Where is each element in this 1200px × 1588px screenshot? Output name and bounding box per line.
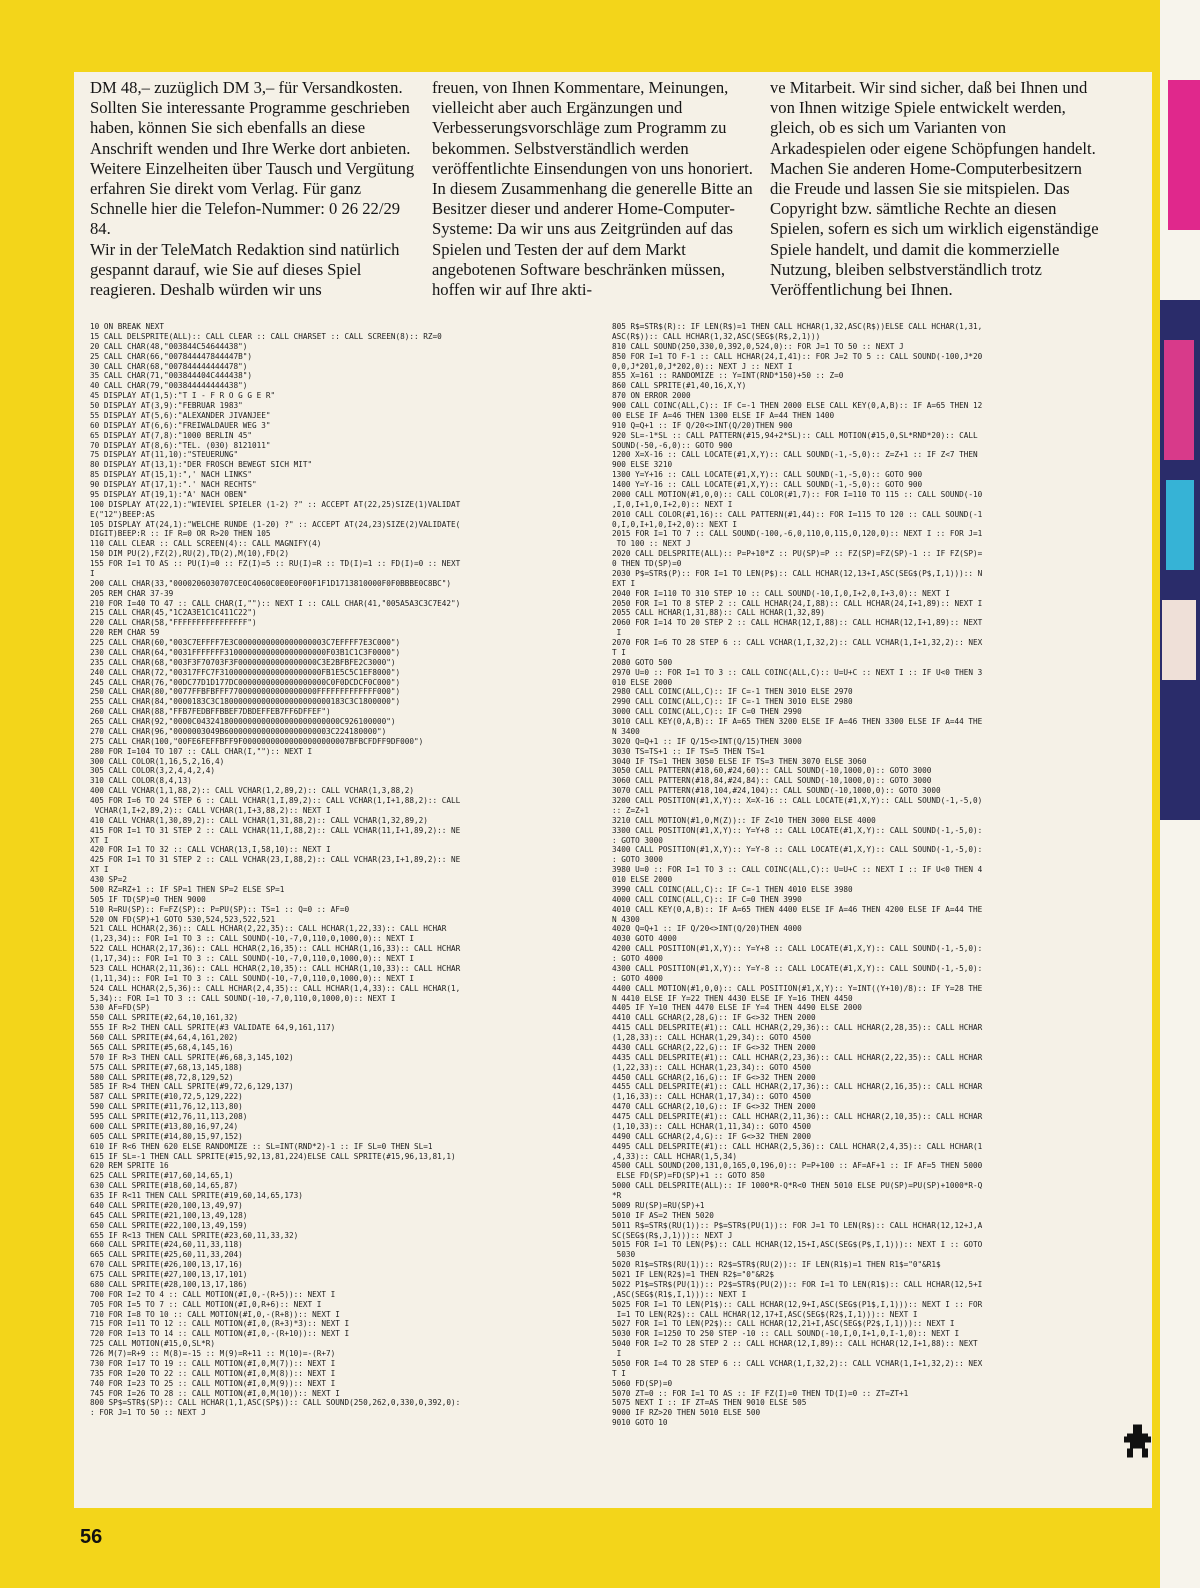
listing-column-left: 10 ON BREAK NEXT 15 CALL DELSPRITE(ALL):: CALL CLEAR :: CALL CHARSET :: CALL SCREEN(8):: RZ=0 20 CALL CHAR(48,"003844C54644438") 25 CALL CHAR(66,"007844447844447B") 30 CALL CHAR(68,"007844444444478") 35 CALL CHAR(71,"003844404C444438") 40 CALL CHAR(79,"003844444444438") 45 DISPLAY AT(1,5):"T I - F R O G G E R" 50 DISPLAY AT(3,9):"FEBRUAR 1983" 55 DISPLAY AT(5,6):"ALEXANDER JIVANJEE" 60 DISPLAY AT(6,6):"FREIWALDAUER WEG 3" 65 DISPLAY AT(7,8):"1000 BERLIN 45" 70 DISPLAY AT(8,6):"TEL. (030) 8121011" 75 DISPLAY AT(11,10):"STEUERUNG" 80 DISPLAY AT(13,1):"DER FROSCH BEWEGT SICH MIT" 85 DISPLAY AT(15,1):",' NACH LINKS" 90 DISPLAY AT(17,1):".' NACH RECHTS" 95 DISPLAY AT(19,1):"A' NACH OBEN" 100 DISPLAY AT(22,1):"WIEVIEL SPIELER (1-2) ?" :: ACCEPT AT(22,25)SIZE(1)VALIDAT E("12")BEEP:AS 105 DISPLAY AT(24,1):"WELCHE RUNDE (1-20) ?" :: ACCEPT AT(24,23)SIZE(2)VALIDATE( DIGIT)BEEP:R :: IF R=0 OR R>20 THEN 105 110 CALL CLEAR :: CALL SCREEN(4):: CALL MAGNIFY(4) 150 DIM PU(2),FZ(2),RU(2),TD(2),M(10),FD(2) 155 FOR I=1 TO AS :: PU(I)=0 :: FZ(I)=5 :: RU(I)=R :: TD(I)=1 :: FD(I)=0 :: NEXT I 200 CALL CHAR(33,"0000206030707CE0C4060C0E0E0F00F1F1D1713810000F0F0BBBE0C8BC") 205 REM CHAR 37-39 210 FOR I=40 TO 47 :: CALL CHAR(I,""):: NEXT I :: CALL CHAR(41,"005A5A3C3C7E42") 215 CALL CHAR(45,"1C2A3E1C1C411C22") 220 CALL CHAR(58,"FFFFFFFFFFFFFFFF") 220 REM CHAR 59 225 CALL CHAR(60,"003C7EFFFF7E3C0000000000000000003C7EFFFF7E3C000") 230 CALL CHAR(64,"0031FFFFFFF3100000000000000000000F03B1C1C3F0000") 235 CALL CHAR(68,"003F3F70703F3F00000000000000000C3E2BFBFE2C3000") 240 CALL CHAR(72,"00317FFC7F3100000000000000000000FB1E5C5C1EF8000") 245 CALL CHAR(76,"00DC77D1D177DC0000000000000000000C0F0DCDCF0C000") 250 CALL CHAR(80,"0077FFBFBFFF7700000000000000000FFFFFFFFFFFFF000") 255 CALL CHAR(84,"0000183C3C180000000000000000000000183C3C1800000") 260 CALL CHAR(88,"FFB7FEDBFFBBEF7DBDEFFEB7FF6DFFEF") 265 CALL CHAR(92,"0000C0432418000000000000000000000000C926100000") 270 CALL CHAR(96,"0000003049B60000000000000000000003C224180000") 275 CALL CHAR(100,"00FE6FEFFBFF9F00000000000000000000007BFBCFDFF9DF000") 280 FOR I=104 TO 107 :: CALL CHAR(I,""):: NEXT I 300 CALL COLOR(1,16,5,2,16,4) 305 CALL COLOR(3,2,4,4,2,4) 310 CALL COLOR(8,4,13) 400 CALL VCHAR(1,1,88,2):: CALL VCHAR(1,2,89,2):: CALL VCHAR(1,3,88,2) 405 FOR I=6 TO 24 STEP 6 :: CALL VCHAR(1,I,89,2):: CALL VCHAR(1,I+1,88,2):: CALL VCHAR(1,I+2,89,2):: CALL VCHAR(1,I+3,88,2):: NEXT I 410 CALL VCHAR(1,30,89,2):: CALL VCHAR(1,31,88,2):: CALL VCHAR(1,32,89,2) 415 FOR I=1 TO 31 STEP 2 :: CALL VCHAR(11,I,88,2):: CALL VCHAR(11,I+1,89,2):: NE XT I 420 FOR I=1 TO 32 :: CALL VCHAR(13,I,58,10):: NEXT I 425 FOR I=1 TO 31 STEP 2 :: CALL VCHAR(23,I,88,2):: CALL VCHAR(23,I+1,89,2):: NE XT I 430 SP=2 500 RZ=RZ+1 :: IF SP=1 THEN SP=2 ELSE SP=1 505 IF TD(SP)=0 THEN 9000 510 R=RU(SP):: F=FZ(SP):: P=PU(SP):: TS=1 :: Q=0 :: AF=0 520 ON FD(SP)+1 GOTO 530,524,523,522,521 521 CALL HCHAR(2,36):: CALL HCHAR(2,22,35):: CALL HCHAR(1,22,33):: CALL HCHAR (1,23,34):: FOR I=1 TO 3 :: CALL SOUND(-10,-7,0,110,0,1000,0):: NEXT I 522 CALL HCHAR(2,17,36):: CALL HCHAR(2,16,35):: CALL HCHAR(1,16,33):: CALL HCHAR (1,17,34):: FOR I=1 TO 3 :: CALL SOUND(-10,-7,0,110,0,1000,0):: NEXT I 523 CALL HCHAR(2,11,36):: CALL HCHAR(2,10,35):: CALL HCHAR(1,10,33):: CALL HCHAR (1,11,34):: FOR I=1 TO 3 :: CALL SOUND(-10,-7,0,110,0,1000,0):: NEXT I 524 CALL HCHAR(2,5,36):: CALL HCHAR(2,4,35):: CALL HCHAR(1,4,33):: CALL HCHAR(1, 5,34):: FOR I=1 TO 3 :: CALL SOUND(-10,-7,0,110,0,1000,0):: NEXT I 530 AF=FD(SP) 550 CALL SPRITE(#2,64,10,161,32) 555 IF R>2 THEN CALL SPRITE(#3 VALIDATE 64,9,161,117) 560 CALL SPRITE(#4,64,4,161,202) 565 CALL SPRITE(#5,68,4,145,16) 570 IF R>3 THEN CALL SPRITE(#6,68,3,145,102) 575 CALL SPRITE(#7,68,13,145,188) 580 CALL SPRITE(#8,72,8,129,52) 585 IF R>4 THEN CALL SPRITE(#9,72,6,129,137) 587 CALL SPRITE(#10,72,5,129,222) 590 CALL SPRITE(#11,76,12,113,80) 595 CALL SPRITE(#12,76,11,113,208) 600 CALL SPRITE(#13,80,16,97,24) 605 CALL SPRITE(#14,80,15,97,152) 610 IF R<6 THEN 620 ELSE RANDOMIZE :: SL=INT(RND*2)-1 :: IF SL=0 THEN SL=1 615 IF SL=-1 THEN CALL SPRITE(#15,92,13,81,224)ELSE CALL SPRITE(#15,96,13,81,1) 620 REM SPRITE 16 625 CALL SPRITE(#17,60,14,65,1) 630 CALL SPRITE(#18,60,14,65,87) 635 IF R<11 THEN CALL SPRITE(#19,60,14,65,173) 640 CALL SPRITE(#20,100,13,49,97) 645 CALL SPRITE(#21,100,13,49,128) 650 CALL SPRITE(#22,100,13,49,159) 655 IF R<13 THEN CALL SPRITE(#23,60,11,33,32) 660 CALL SPRITE(#24,60,11,33,118) 665 CALL SPRITE(#25,60,11,33,204) 670 CALL SPRITE(#26,100,13,17,16) 675 CALL SPRITE(#27,100,13,17,101) 680 CALL SPRITE(#28,100,13,17,186) 700 FOR I=2 TO 4 :: CALL MOTION(#I,0,-(R+5)):: NEXT I 705 FOR I=5 TO 7 :: CALL MOTION(#I,0,R+6):: NEXT I 710 FOR I=8 TO 10 :: CALL MOTION(#I,0,-(R+8)):: NEXT I 715 FOR I=11 TO 12 :: CALL MOTION(#I,0,(R+3)*3):: NEXT I 720 FOR I=13 TO 14 :: CALL MOTION(#I,0,-(R+10)):: NEXT I 725 CALL MOTION(#15,0,SL*R) 726 M(7)=R+9 :: M(8)=-15 :: M(9)=R+11 :: M(10)=-(R+7) 730 FOR I=17 TO 19 :: CALL MOTION(#I,0,M(7)):: NEXT I 735 FOR I=20 TO 22 :: CALL MOTION(#I,0,M(8)):: NEXT I 740 FOR I=23 TO 25 :: CALL MOTION(#I,0,M(9)):: NEXT I 745 FOR I=26 TO 28 :: CALL MOTION(#I,0,M(10)):: NEXT I 800 SP$=STR$(SP):: CALL HCHAR(1,1,ASC(SP$)):: CALL SOUND(250,262,0,330,0,392,0): : FOR J=1 TO 50 :: NEXT J (90, 322, 461, 1418)
paragraph: DM 48,– zuzüglich DM 3,– für Versandkosten. (90, 78, 403, 97)
page-number: 56 (80, 1526, 103, 1548)
article-column-3 (770, 78, 1100, 300)
cover-block (1162, 600, 1196, 680)
article-text (90, 72, 1110, 322)
next-page-color-block (1168, 80, 1200, 230)
basic-program-listing (90, 322, 1110, 1502)
article-column-2 (432, 78, 762, 300)
article-column-1 (90, 78, 420, 300)
paragraph: freuen, von Ihnen Kommentare, Meinungen, vielleicht aber auch Ergänzungen und Verbesserungsvorschläge zum Programm zu bekommen. Selbstverständlich werden veröffentlichte Einsendungen von uns honoriert. (432, 78, 753, 178)
cover-block (1164, 340, 1194, 460)
cover-block (1166, 480, 1194, 570)
pixel-figure-icon (1124, 1424, 1154, 1458)
paragraph: In diesem Zusammenhang die generelle Bitte an Besitzer dieser und anderer Home-Computer-Systeme: Da wir uns aus Zeitgründen auf das Spielen und Testen der auf dem Markt angebotenen Software beschränken müssen, hoffen wir auf Ihre akti- (432, 179, 753, 300)
paragraph: ve Mitarbeit. Wir sind sicher, daß bei Ihnen und von Ihnen witzige Spiele entwickelt werden, gleich, ob es sich um Varianten von Arkadespielen oder eigene Schöpfungen handelt. Machen Sie anderen Home-Computerbesitzern die Freude und lassen Sie sie mitspielen. Das Copyright bzw. sämtliche Rechte an diesen Spielen, sofern es sich um wirklich eigenständige Spiele handelt, und damit die kommerzielle Nutzung, bleiben selbstverständlich trotz Veröffentlichung bei Ihnen. (770, 78, 1099, 300)
paragraph: Sollten Sie interessante Programme geschrieben haben, können Sie sich ebenfalls an diese Anschrift wenden und Ihre Werke dort anbieten. Weitere Einzelheiten über Tausch und Vergütung erfahren Sie direkt vom Verlag. Für ganz Schnelle hier die Telefon-Nummer: 0 26 22/29 84. (90, 98, 415, 239)
next-page-cover-strip (1160, 300, 1200, 820)
paragraph: Wir in der TeleMatch Redaktion sind natürlich gespannt darauf, wie Sie auf dieses Spiel reagieren. Deshalb würden wir uns (90, 239, 400, 300)
listing-column-right: 805 R$=STR$(R):: IF LEN(R$)=1 THEN CALL HCHAR(1,32,ASC(R$))ELSE CALL HCHAR(1,31, ASC(R$)):: CALL HCHAR(1,32,ASC(SEG$(R$,2,1))) 810 CALL SOUND(250,330,0,392,0,524,0):: FOR J=1 TO 50 :: NEXT J 850 FOR I=1 TO F-1 :: CALL HCHAR(24,I,41):: FOR J=2 TO 5 :: CALL SOUND(-100,J*20 0,0,J*201,0,J*202,0):: NEXT J :: NEXT I 855 X=161 :: RANDOMIZE :: Y=INT(RND*150)+50 :: Z=0 860 CALL SPRITE(#1,40,16,X,Y) 870 ON ERROR 2000 900 CALL COINC(ALL,C):: IF C=-1 THEN 2000 ELSE CALL KEY(0,A,B):: IF A=65 THEN 12 00 ELSE IF A=46 THEN 1300 ELSE IF A=44 THEN 1400 910 Q=Q+1 :: IF Q/20<>INT(Q/20)THEN 900 920 SL=-1*SL :: CALL PATTERN(#15,94+2*SL):: CALL MOTION(#15,0,SL*RND*20):: CALL SOUND(-50,-6,0):: GOTO 900 1200 X=X-16 :: CALL LOCATE(#1,X,Y):: CALL SOUND(-1,-5,0):: Z=Z+1 :: IF Z<7 THEN 900 ELSE 3210 1300 Y=Y+16 :: CALL LOCATE(#1,X,Y):: CALL SOUND(-1,-5,0):: GOTO 900 1400 Y=Y-16 :: CALL LOCATE(#1,X,Y):: CALL SOUND(-1,-5,0):: GOTO 900 2000 CALL MOTION(#1,0,0):: CALL COLOR(#1,7):: FOR I=110 TO 115 :: CALL SOUND(-10 ,I,0,I+1,0,I+2,0):: NEXT I 2010 CALL COLOR(#1,16):: CALL PATTERN(#1,44):: FOR I=115 TO 120 :: CALL SOUND(-1 0,I,0,I+1,0,I+2,0):: NEXT I 2015 FOR I=1 TO 7 :: CALL SOUND(-100,-6,0,110,0,115,0,120,0):: NEXT I :: FOR J=1 TO 100 :: NEXT J 2020 CALL DELSPRITE(ALL):: P=P+10*Z :: PU(SP)=P :: FZ(SP)=FZ(SP)-1 :: IF FZ(SP)= 0 THEN TD(SP)=0 2030 P$=STR$(P):: FOR I=1 TO LEN(P$):: CALL HCHAR(12,13+I,ASC(SEG$(P$,I,1))):: N EXT I 2040 FOR I=110 TO 310 STEP 10 :: CALL SOUND(-10,I,0,I+2,0,I+3,0):: NEXT I 2050 FOR I=1 TO 8 STEP 2 :: CALL HCHAR(24,I,88):: CALL HCHAR(24,I+1,89):: NEXT I 2055 CALL HCHAR(1,31,88):: CALL HCHAR(1,32,89) 2060 FOR I=14 TO 20 STEP 2 :: CALL HCHAR(12,I,88):: CALL HCHAR(12,I+1,89):: NEXT I 2070 FOR I=6 TO 28 STEP 6 :: CALL VCHAR(1,I,32,2):: CALL VCHAR(1,I+1,32,2):: NEX T I 2080 GOTO 500 2970 U=0 :: FOR I=1 TO 3 :: CALL COINC(ALL,C):: U=U+C :: NEXT I :: IF U<0 THEN 3 010 ELSE 2000 2980 CALL COINC(ALL,C):: IF C=-1 THEN 3010 ELSE 2970 2990 CALL COINC(ALL,C):: IF C=-1 THEN 3010 ELSE 2980 3000 CALL COINC(ALL,C):: IF C=0 THEN 2990 3010 CALL KEY(0,A,B):: IF A=65 THEN 3200 ELSE IF A=46 THEN 3300 ELSE IF A=44 THE N 3400 3020 Q=Q+1 :: IF Q/15<>INT(Q/15)THEN 3000 3030 TS=TS+1 :: IF TS=5 THEN TS=1 3040 IF TS=1 THEN 3050 ELSE IF TS=3 THEN 3070 ELSE 3060 3050 CALL PATTERN(#18,60,#24,60):: CALL SOUND(-10,1000,0):: GOTO 3000 3060 CALL PATTERN(#18,84,#24,84):: CALL SOUND(-10,1000,0):: GOTO 3000 3070 CALL PATTERN(#18,104,#24,104):: CALL SOUND(-10,1000,0):: GOTO 3000 3200 CALL POSITION(#1,X,Y):: X=X-16 :: CALL LOCATE(#1,X,Y):: CALL SOUND(-1,-5,0) :: Z=Z+1 3210 CALL MOTION(#1,0,M(Z)):: IF Z<10 THEN 3000 ELSE 4000 3300 CALL POSITION(#1,X,Y):: Y=Y+8 :: CALL LOCATE(#1,X,Y):: CALL SOUND(-1,-5,0): : GOTO 3000 3400 CALL POSITION(#1,X,Y):: Y=Y-8 :: CALL LOCATE(#1,X,Y):: CALL SOUND(-1,-5,0): : GOTO 3000 3980 U=0 :: FOR I=1 TO 3 :: CALL COINC(ALL,C):: U=U+C :: NEXT I :: IF U<0 THEN 4 010 ELSE 2000 3990 CALL COINC(ALL,C):: IF C=-1 THEN 4010 ELSE 3980 4000 CALL COINC(ALL,C):: IF C=0 THEN 3990 4010 CALL KEY(0,A,B):: IF A=65 THEN 4400 ELSE IF A=46 THEN 4200 ELSE IF A=44 THE N 4300 4020 Q=Q+1 :: IF Q/20<>INT(Q/20)THEN 4000 4030 GOTO 4000 4200 CALL POSITION(#1,X,Y):: Y=Y+8 :: CALL LOCATE(#1,X,Y):: CALL SOUND(-1,-5,0): : GOTO 4000 4300 CALL POSITION(#1,X,Y):: Y=Y-8 :: CALL LOCATE(#1,X,Y):: CALL SOUND(-1,-5,0): : GOTO 4000 4400 CALL MOTION(#1,0,0):: CALL POSITION(#1,X,Y):: Y=INT((Y+10)/8):: IF Y=28 THE N 4410 ELSE IF Y=22 THEN 4430 ELSE IF Y=16 THEN 4450 4405 IF Y=10 THEN 4470 ELSE IF Y=4 THEN 4490 ELSE 2000 4410 CALL GCHAR(2,28,G):: IF G<>32 THEN 2000 4415 CALL DELSPRITE(#1):: CALL HCHAR(2,29,36):: CALL HCHAR(2,28,35):: CALL HCHAR (1,28,33):: CALL HCHAR(1,29,34):: GOTO 4500 4430 CALL GCHAR(2,22,G):: IF G<>32 THEN 2000 4435 CALL DELSPRITE(#1):: CALL HCHAR(2,23,36):: CALL HCHAR(2,22,35):: CALL HCHAR (1,22,33):: CALL HCHAR(1,23,34):: GOTO 4500 4450 CALL GCHAR(2,16,G):: IF G<>32 THEN 2000 4455 CALL DELSPRITE(#1):: CALL HCHAR(2,17,36):: CALL HCHAR(2,16,35):: CALL HCHAR (1,16,33):: CALL HCHAR(1,17,34):: GOTO 4500 4470 CALL GCHAR(2,10,G):: IF G<>32 THEN 2000 4475 CALL DELSPRITE(#1):: CALL HCHAR(2,11,36):: CALL HCHAR(2,10,35):: CALL HCHAR (1,10,33):: CALL HCHAR(1,11,34):: GOTO 4500 4490 CALL GCHAR(2,4,G):: IF G<>32 THEN 2000 4495 CALL DELSPRITE(#1):: CALL HCHAR(2,5,36):: CALL HCHAR(2,4,35):: CALL HCHAR(1 ,4,33):: CALL HCHAR(1,5,34) 4500 CALL SOUND(200,131,0,165,0,196,0):: P=P+100 :: AF=AF+1 :: IF AF=5 THEN 5000 ELSE FD(SP)=FD(SP)+1 :: GOTO 850 5000 CALL DELSPRITE(ALL):: IF 1000*R-Q*R<0 THEN 5010 ELSE PU(SP)=PU(SP)+1000*R-Q *R 5009 RU(SP)=RU(SP)+1 5010 IF AS=2 THEN 5020 5011 R$=STR$(RU(1)):: P$=STR$(PU(1)):: FOR J=1 TO LEN(R$):: CALL HCHAR(12,12+J,A SC(SEG$(R$,J,1))):: NEXT J 5015 FOR I=1 TO LEN(P$):: CALL HCHAR(12,15+I,ASC(SEG$(P$,I,1))):: NEXT I :: GOTO 5030 5020 R1$=STR$(RU(1)):: R2$=STR$(RU(2)):: IF LEN(R1$)=1 THEN R1$="0"&R1$ 5021 IF LEN(R2$)=1 THEN R2$="0"&R2$ 5022 P1$=STR$(PU(1)):: P2$=STR$(PU(2)):: FOR I=1 TO LEN(R1$):: CALL HCHAR(12,5+I ,ASC(SEG$(R1$,I,1))):: NEXT I 5025 FOR I=1 TO LEN(P1$):: CALL HCHAR(12,9+I,ASC(SEG$(P1$,I,1))):: NEXT I :: FOR I=1 TO LEN(R2$):: CALL HCHAR(12,17+I,ASC(SEG$(R2$,I,1))):: NEXT I 5027 FOR I=1 TO LEN(P2$):: CALL HCHAR(12,21+I,ASC(SEG$(P2$,I,1))):: NEXT I 5030 FOR I=1250 TO 250 STEP -10 :: CALL SOUND(-10,I,0,I+1,0,I-1,0):: NEXT I 5040 FOR I=2 TO 28 STEP 2 :: CALL HCHAR(12,I,89):: CALL HCHAR(12,I+1,88):: NEXT I 5050 FOR I=4 TO 28 STEP 6 :: CALL VCHAR(1,I,32,2):: CALL VCHAR(1,I+1,32,2):: NEX T I 5060 FD(SP)=0 5070 ZT=0 :: FOR I=1 TO AS :: IF FZ(I)=0 THEN TD(I)=0 :: ZT=ZT+1 5075 NEXT I :: IF ZT=AS THEN 9010 ELSE 505 9000 IF RZ>20 THEN 5010 ELSE 500 9010 GOTO 10 (612, 322, 983, 1428)
